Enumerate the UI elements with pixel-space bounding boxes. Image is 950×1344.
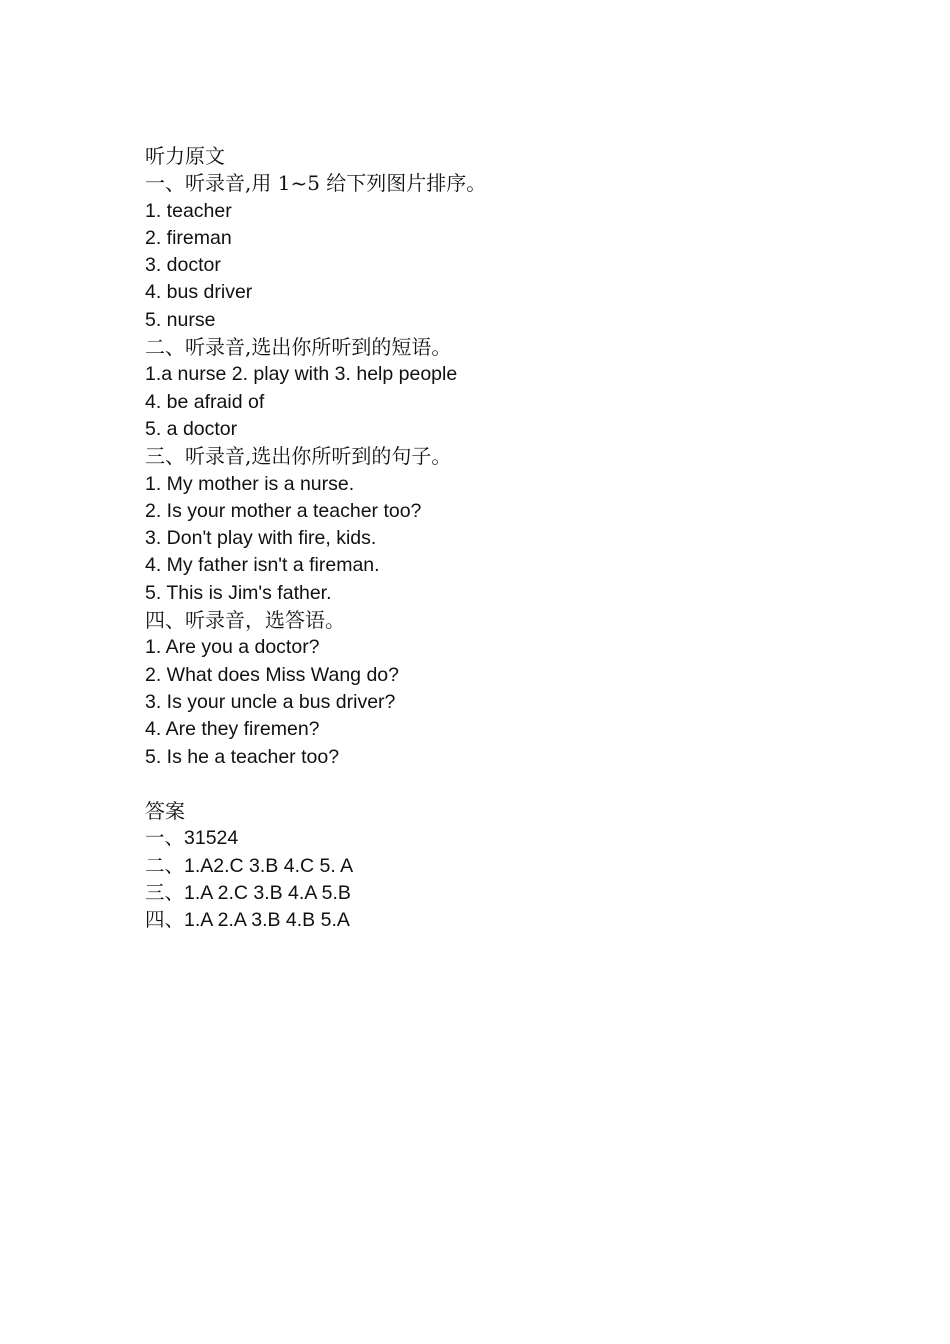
section4-item: 4. Are they firemen?: [145, 718, 320, 741]
section4-item: 3. Is your uncle a bus driver?: [145, 690, 396, 713]
section4-item: 1. Are you a doctor?: [145, 636, 320, 659]
section1-item: 4. bus driver: [145, 281, 253, 304]
answers-title: 答案: [145, 799, 185, 824]
section2-item: 5. a doctor: [145, 417, 238, 440]
section1-heading: 一、听录音,用 1~5 给下列图片排序。: [145, 171, 487, 196]
section1-item: 1. teacher: [145, 199, 232, 222]
section4-heading: 四、听录音，选答语。: [145, 608, 345, 633]
section2-heading: 二、听录音,选出你所听到的短语。: [145, 335, 452, 360]
section3-item: 5. This is Jim's father.: [145, 581, 332, 604]
section2-item: 4. be afraid of: [145, 390, 265, 413]
section2-item: 1.a nurse 2. play with 3. help people: [145, 363, 458, 386]
answer-line: 四、1.A 2.A 3.B 4.B 5.A: [145, 909, 350, 932]
section3-item: 1. My mother is a nurse.: [145, 472, 355, 495]
section1-item: 5. nurse: [145, 308, 216, 331]
section1-item: 3. doctor: [145, 254, 221, 277]
section4-item: 5. Is he a teacher too?: [145, 745, 340, 768]
section3-item: 2. Is your mother a teacher too?: [145, 499, 422, 522]
section4-item: 2. What does Miss Wang do?: [145, 663, 399, 686]
section3-item: 3. Don't play with fire, kids.: [145, 527, 377, 550]
section3-heading: 三、听录音,选出你所听到的句子。: [145, 444, 452, 469]
answer-line: 一、31524: [145, 827, 239, 850]
transcript-title: 听力原文: [145, 144, 225, 168]
section1-item: 2. fireman: [145, 226, 232, 249]
blank-line: [145, 771, 845, 798]
answer-line: 三、1.A 2.C 3.B 4.A 5.B: [145, 882, 351, 905]
answer-line: 二、1.A2.C 3.B 4.C 5. A: [145, 854, 354, 877]
section3-item: 4. My father isn't a fireman.: [145, 554, 380, 577]
document-body: [145, 143, 845, 935]
